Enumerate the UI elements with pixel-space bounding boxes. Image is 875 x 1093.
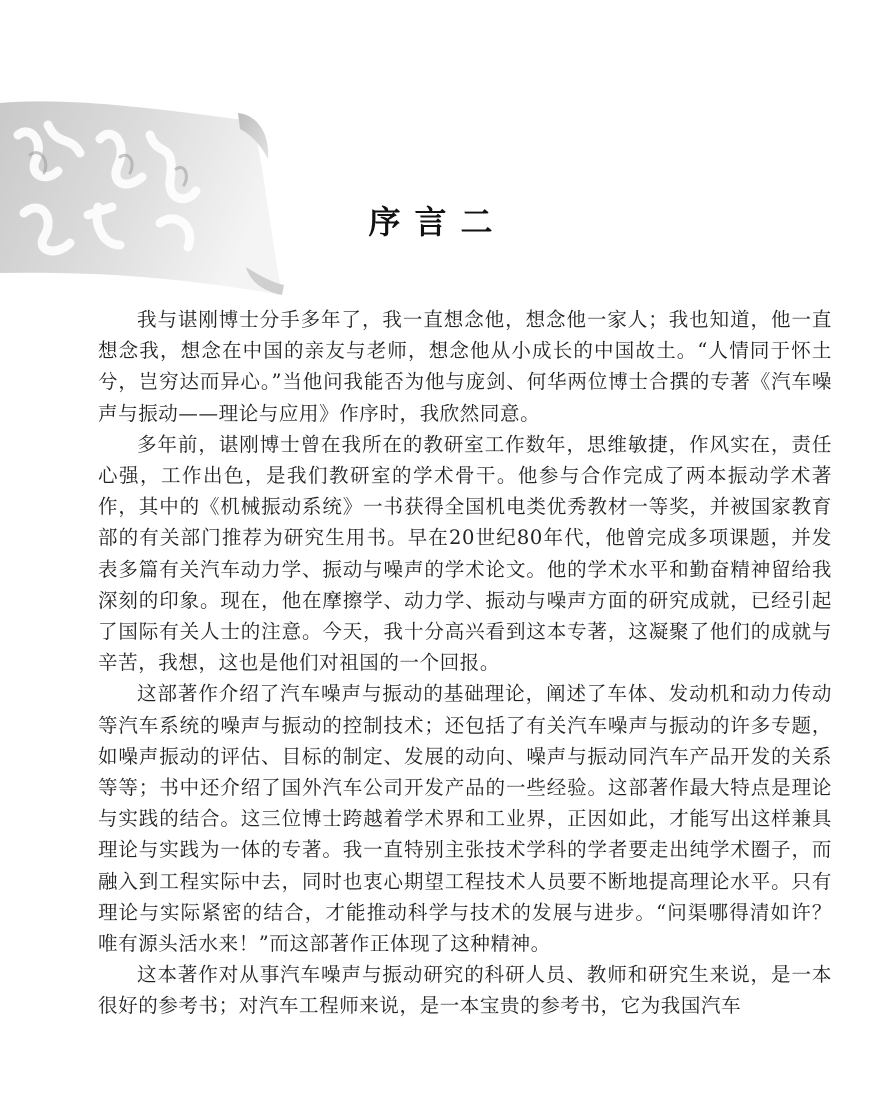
paragraph: 我与谌刚博士分手多年了，我一直想念他，想念他一家人；我也知道，他一直想念我，想念在中国的亲友与老师，想念他从小成长的中国故土。“人情同于怀土兮，岂穷达而异心。”当他问我能否为他与庞剑、何华两位博士合撰的专著《汽车噪声与振动——理论与应用》作序时，我欣然同意。 bbox=[98, 308, 832, 425]
preface-body bbox=[98, 304, 832, 1022]
paragraph: 多年前，谌刚博士曾在我所在的教研室工作数年，思维敏捷，作风实在，责任心强，工作出色，是我们教研室的学术骨干。他参与合作完成了两本振动学术著作，其中的《机械振动系统》一书获得全国机电类优秀教材一等奖，并被国家教育部的有关部门推荐为研究生用书。早在20世纪80年代，他曾完成多项课题，并发表多篇有关汽车动力学、振动与噪声的学术论文。他的学术水平和勤奋精神留给我深刻的印象。现在，他在摩擦学、动力学、振动与噪声方面的研究成就，已经引起了国际有关人士的注意。今天，我十分高兴看到这本专著，这凝聚了他们的成就与辛苦，我想，这也是他们对祖国的一个回报。 bbox=[98, 432, 832, 675]
paragraph: 这本著作对从事汽车噪声与振动研究的科研人员、教师和研究生来说，是一本很好的参考书；对汽车工程师来说，是一本宝贵的参考书，它为我国汽车 bbox=[98, 963, 832, 1018]
page-title: 序言二 bbox=[368, 203, 507, 241]
paragraph: 这部著作介绍了汽车噪声与振动的基础理论，阐述了车体、发动机和动力传动等汽车系统的噪声与振动的控制技术；还包括了有关汽车噪声与振动的许多专题，如噪声振动的评估、目标的制定、发展的动向、噪声与振动同汽车产品开发的关系等等；书中还介绍了国外汽车公司开发产品的一些经验。这部著作最大特点是理论与实践的结合。这三位博士跨越着学术界和工业界，正因如此，才能写出这样兼具理论与实践为一体的专著。我一直特别主张技术学科的学者要走出纯学术圈子，而融入到工程实际中去，同时也衷心期望工程技术人员要不断地提高理论水平。只有理论与实际紧密的结合，才能推动科学与技术的发展与进步。“问渠哪得清如许？唯有源头活水来！”而这部著作正体现了这种精神。 bbox=[98, 682, 832, 956]
